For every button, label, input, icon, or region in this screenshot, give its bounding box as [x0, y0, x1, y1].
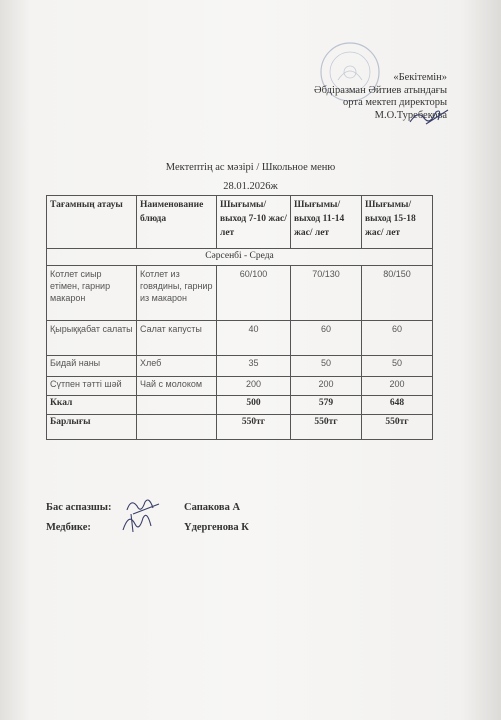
- page-title: Мектептің ас мәзірі / Школьное меню: [165, 162, 336, 173]
- director-signature: [408, 104, 450, 128]
- nurse-role: Медбике:: [46, 522, 91, 533]
- dish-kz: Қырыққабат салаты: [47, 321, 137, 356]
- dish-ru: Салат капусты: [137, 321, 217, 356]
- approval-line-2: Әбдіразман Әйтиев атындағы: [314, 84, 447, 96]
- yield-15-18: 50: [362, 356, 433, 377]
- header-yield-15-18: Шығымы/ выход 15-18 жас/ лет: [362, 196, 433, 249]
- yield-11-14: 70/130: [291, 266, 362, 321]
- table-row: [47, 377, 433, 396]
- menu-table: [46, 195, 433, 440]
- approval-line-1: «Бекітемін»: [393, 72, 447, 83]
- kcal-label: Ккал: [47, 396, 137, 415]
- kcal-empty: [137, 396, 217, 415]
- dish-kz: Сүтпен тәтті шәй: [47, 377, 137, 396]
- yield-15-18: 80/150: [362, 266, 433, 321]
- total-empty: [137, 415, 217, 440]
- yield-15-18: 200: [362, 377, 433, 396]
- header-yield-7-10: Шығымы/ выход 7-10 жас/ лет: [217, 196, 291, 249]
- header-ru-name: Наименование блюда: [137, 196, 217, 249]
- day-row: [47, 249, 433, 266]
- yield-15-18: 60: [362, 321, 433, 356]
- chef-name: Сапакова А: [184, 502, 241, 513]
- total-15-18: 550тг: [362, 415, 433, 440]
- menu-date: 28.01.2026ж: [223, 181, 278, 192]
- approval-line-4: М.О.Туребекова: [374, 109, 447, 121]
- kcal-7-10: 500: [217, 396, 291, 415]
- kcal-row: [47, 396, 433, 415]
- yield-11-14: 200: [291, 377, 362, 396]
- total-row: [47, 415, 433, 440]
- total-11-14: 550тг: [291, 415, 362, 440]
- total-label: Барлығы: [47, 415, 137, 440]
- approval-line-3: орта мектеп директоры: [343, 97, 447, 108]
- day-label: Сәрсенбі - Среда: [47, 249, 433, 266]
- nurse-name: Үдергенова К: [184, 522, 249, 533]
- header-row: [47, 196, 433, 249]
- yield-11-14: 60: [291, 321, 362, 356]
- yield-7-10: 40: [217, 321, 291, 356]
- dish-kz: Бидай наны: [47, 356, 137, 377]
- yield-11-14: 50: [291, 356, 362, 377]
- table-row: [47, 321, 433, 356]
- kcal-15-18: 648: [362, 396, 433, 415]
- dish-ru: Котлет из говядины, гарнир из макарон: [137, 266, 217, 321]
- dish-ru: Хлеб: [137, 356, 217, 377]
- header-yield-11-14: Шығымы/ выход 11-14 жас/ лет: [291, 196, 362, 249]
- yield-7-10: 200: [217, 377, 291, 396]
- kcal-11-14: 579: [291, 396, 362, 415]
- nurse-signature: [117, 508, 159, 536]
- header-kz-name: Тағамның атауы: [47, 196, 137, 249]
- table-row: [47, 266, 433, 321]
- dish-kz: Котлет сиыр етімен, гарнир макарон: [47, 266, 137, 321]
- table-row: [47, 356, 433, 377]
- total-7-10: 550тг: [217, 415, 291, 440]
- yield-7-10: 35: [217, 356, 291, 377]
- dish-ru: Чай с молоком: [137, 377, 217, 396]
- chef-role: Бас аспазшы:: [46, 502, 112, 513]
- yield-7-10: 60/100: [217, 266, 291, 321]
